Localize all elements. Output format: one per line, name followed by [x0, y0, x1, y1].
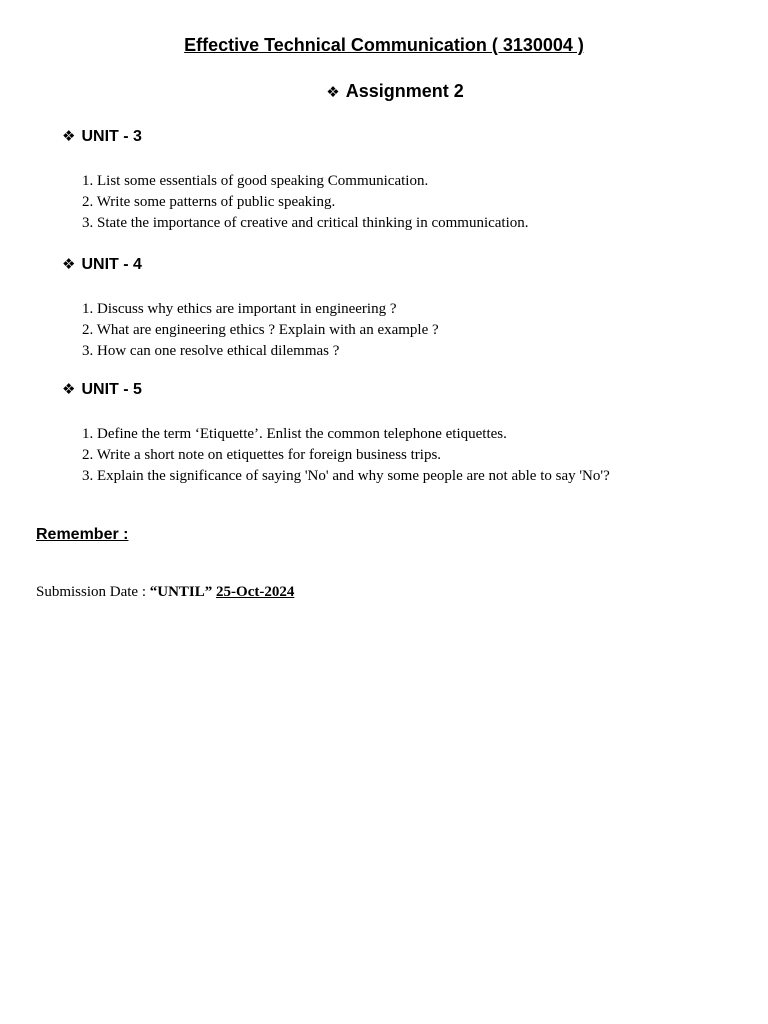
question-item: 1. Define the term ‘Etiquette’. Enlist the common telephone etiquettes.: [82, 426, 507, 442]
unit-4-section: [62, 254, 742, 362]
unit-title: UNIT - 4: [81, 256, 142, 273]
unit-3-section: [62, 126, 742, 234]
unit-5-section: [62, 379, 742, 487]
question-item: 2. Write a short note on etiquettes for foreign business trips.: [82, 447, 442, 463]
due-date: 25-Oct-2024: [216, 584, 295, 600]
unit-heading: [62, 254, 742, 275]
question-list: [62, 424, 742, 487]
assignment-label: Assignment 2: [345, 81, 464, 101]
question-item: 3. State the importance of creative and critical thinking in communication.: [82, 215, 529, 231]
submission-label: Submission Date :: [36, 584, 150, 600]
unit-heading: [62, 379, 742, 400]
diamond-bullet-icon: ❖: [62, 255, 76, 273]
document-title: Effective Technical Communication ( 3130004 ): [184, 35, 584, 55]
question-item: 1. Discuss why ethics are important in engineering ?: [82, 301, 397, 317]
diamond-bullet-icon: ❖: [62, 380, 76, 398]
submission-date-line: [36, 582, 294, 602]
remember-heading: Remember :: [36, 526, 129, 543]
unit-title: UNIT - 3: [81, 128, 142, 145]
question-list: [62, 299, 742, 362]
question-item: 2. What are engineering ethics ? Explain with an example ?: [82, 322, 439, 338]
question-item: 3. How can one resolve ethical dilemmas ?: [82, 343, 340, 359]
question-item: 3. Explain the significance of saying 'No' and why some people are not able to say 'No'?: [82, 468, 610, 484]
unit-title: UNIT - 5: [81, 381, 142, 398]
question-list: [62, 171, 742, 234]
question-item: 1. List some essentials of good speaking Communication.: [82, 173, 429, 189]
until-text: “UNTIL”: [149, 584, 213, 600]
question-item: 2. Write some patterns of public speaking.: [82, 194, 336, 210]
unit-heading: [62, 126, 742, 147]
assignment-heading: [0, 80, 768, 103]
diamond-bullet-icon: ❖: [326, 83, 340, 101]
diamond-bullet-icon: ❖: [62, 127, 76, 145]
